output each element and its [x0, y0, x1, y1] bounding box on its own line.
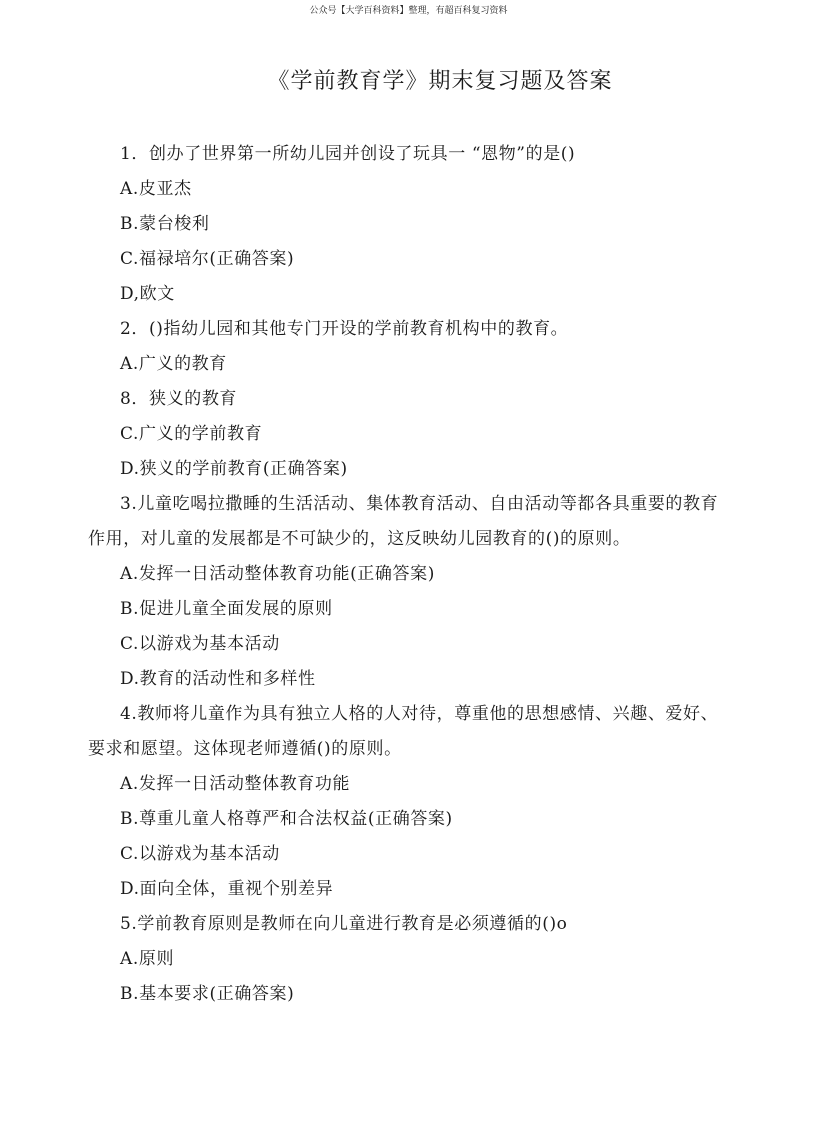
- text-line: B.尊重儿童人格尊严和合法权益(正确答案): [120, 809, 453, 829]
- text-line: D,欧文: [120, 284, 175, 304]
- text-line: A.原则: [120, 949, 175, 969]
- text-line: C.广义的学前教育: [120, 424, 263, 444]
- text-line: A.皮亚杰: [120, 179, 192, 199]
- document-body: [88, 139, 748, 1014]
- text-line: 8．狭义的教育: [120, 389, 238, 409]
- text-line: 要求和愿望。这体现老师遵循()的原则。: [88, 739, 402, 759]
- text-line: D.狭义的学前教育(正确答案): [120, 459, 348, 479]
- document-title: 《学前教育学》期末复习题及答案: [267, 69, 613, 94]
- text-line: D.面向全体，重视个别差异: [120, 879, 334, 899]
- text-line: A.广义的教育: [120, 354, 227, 374]
- text-line: A.发挥一日活动整体教育功能(正确答案): [120, 564, 435, 584]
- text-line: 作用，对儿童的发展都是不可缺少的，这反映幼儿园教育的()的原则。: [88, 529, 631, 549]
- text-line: 4.教师将儿童作为具有独立人格的人对待，尊重他的思想感情、兴趣、爱好、: [120, 704, 719, 724]
- text-line: C.福禄培尔(正确答案): [120, 249, 295, 269]
- text-line: 5.学前教育原则是教师在向儿童进行教育是必须遵循的()o: [120, 914, 568, 934]
- text-line: B.基本要求(正确答案): [120, 984, 295, 1004]
- text-line: D.教育的活动性和多样性: [120, 669, 316, 689]
- text-line: 1．创办了世界第一所幼儿园并创设了玩具一 “恩物”的是(): [120, 144, 576, 164]
- text-line: B.蒙台梭利: [120, 214, 210, 234]
- text-line: B.促进儿童全面发展的原则: [120, 599, 333, 619]
- text-line: C.以游戏为基本活动: [120, 844, 280, 864]
- page-header: 公众号【大学百科资料】整理，有超百科复习资料: [309, 6, 508, 16]
- text-line: 3.儿童吃喝拉撒睡的生活活动、集体教育活动、自由活动等都各具重要的教育: [120, 494, 719, 514]
- text-line: C.以游戏为基本活动: [120, 634, 280, 654]
- text-line: A.发挥一日活动整体教育功能: [120, 774, 351, 794]
- text-line: 2．()指幼儿园和其他专门开设的学前教育机构中的教育。: [120, 319, 569, 339]
